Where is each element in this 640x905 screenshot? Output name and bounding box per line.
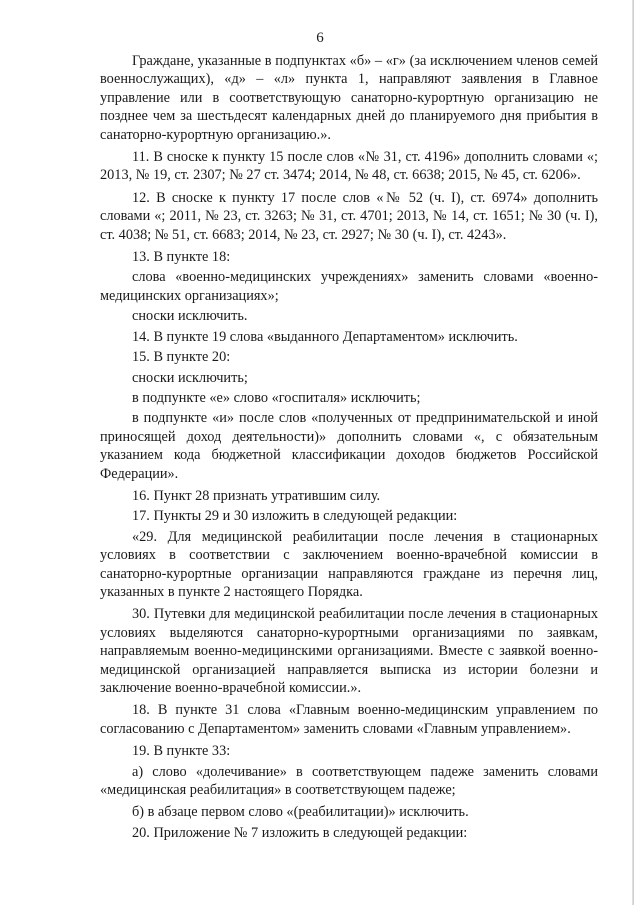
paragraph-point-29: «29. Для медицинской реабилитации после лечения в стационарных условиях в соответствии с заключением военно-врачебной комиссии в санаторно-курортные организации направляются граждане из перечня лиц, указанных в пункте 2 настоящего Порядка. — [100, 528, 598, 600]
page-number: 6 — [316, 30, 324, 46]
paragraph-item-15-e: в подпункте «е» слово «госпиталя» исключить; — [132, 389, 421, 406]
paragraph-item-18: 18. В пункте 31 слова «Главным военно-медицинским управлением по согласованию с Департаментом» заменить словами «Главным управлением». — [100, 702, 598, 737]
paragraph-item-19-b: б) в абзаце первом слово «(реабилитации)» исключить. — [132, 804, 469, 821]
paragraph-item-20: 20. Приложение № 7 изложить в следующей редакции: — [132, 824, 468, 841]
paragraph-item-19: 19. В пункте 33: — [132, 743, 231, 760]
paragraph-item-19-a: а) слово «долечивание» в соответствующем падеже заменить словами «медицинская реабилитация» в соответствующем падеже; — [100, 763, 598, 799]
paragraph-item-12: 12. В сноске к пункту 17 после слов «№ 52 (ч. I), ст. 6974» дополнить словами «; 2011, № 23, ст. 3263; № 31, ст. 4701; 2013, № 14, ст. 1651; № 30 (ч. I), ст. 4038; № 51, ст. 6683; 2014, № 23, ст. 2927; № 30 (ч. I), ст. 4243». — [100, 189, 598, 243]
paragraph-item-13-words: слова «военно-медицинских учреждениях» заменить словами «военно-медицинских организациях»; — [100, 269, 598, 304]
paragraph-item-13-footnotes: сноски исключить. — [132, 308, 248, 325]
scan-edge-shadow — [632, 0, 634, 905]
paragraph-item-15: 15. В пункте 20: — [132, 349, 231, 366]
paragraph-item-13: 13. В пункте 18: — [132, 249, 231, 266]
document-body — [100, 52, 598, 844]
paragraph-item-17: 17. Пункты 29 и 30 изложить в следующей редакции: — [132, 508, 458, 525]
paragraph-item-15-footnotes: сноски исключить; — [132, 369, 248, 386]
paragraph-item-15-i: в подпункте «и» после слов «полученных от предпринимательской и иной приносящей доход деятельности)» дополнить словами «, с обязательным указанием кода бюджетной классификации доходов бюджетов Российской Федерации». — [100, 410, 598, 482]
paragraph-item-16: 16. Пункт 28 признать утратившим силу. — [132, 487, 381, 504]
paragraph-item-14: 14. В пункте 19 слова «выданного Департаментом» исключить. — [132, 328, 518, 345]
paragraph-item-11: 11. В сноске к пункту 15 после слов «№ 31, ст. 4196» дополнить словами «; 2013, № 19, ст. 2307; № 27 ст. 3474; 2014, № 48, ст. 6638; 2015, № 45, ст. 6206». — [100, 149, 598, 184]
paragraph-citizens: Граждане, указанные в подпунктах «б» – «г» (за исключением членов семей военнослужащих), «д» – «л» пункта 1, направляют заявления в Главное управление или в соответствующую санаторно-курортную организацию не позднее чем за шестьдесят календарных дней до планируемого дня прибытия в санаторно-курортную организацию.». — [100, 53, 598, 143]
paragraph-point-30: 30. Путевки для медицинской реабилитации после лечения в стационарных условиях выделяются санаторно-курортными организациями по заявкам, направляемым военно-медицинскими организациями. Вместе с заявкой военно-медицинской организацией направляется выписка из истории болезни и заключение военно-врачебной комиссии.». — [100, 606, 598, 696]
